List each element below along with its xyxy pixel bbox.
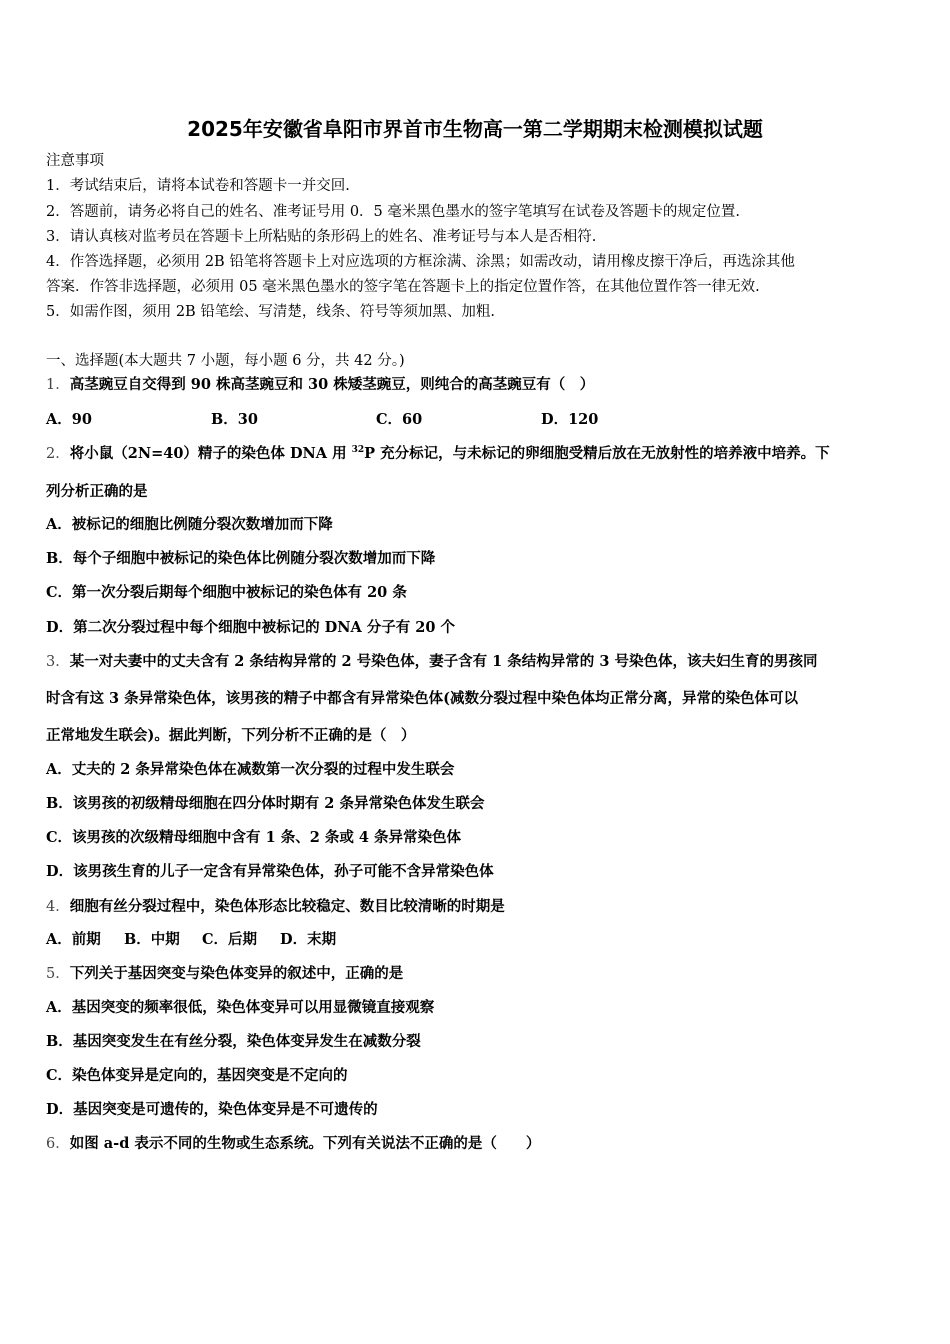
option-b: B．基因突变发生在有丝分裂，染色体变异发生在减数分裂 [46, 1033, 421, 1050]
question-number: 5． [46, 966, 70, 982]
option-c: C．第一次分裂后期每个细胞中被标记的染色体有 20 条 [46, 584, 407, 601]
question-4-options [46, 930, 336, 950]
question-number: 3． [46, 654, 70, 670]
option-a: A．丈夫的 2 条异常染色体在减数第一次分裂的过程中发生联会 [46, 761, 455, 778]
notice-item: 2．答题前，请务必将自己的姓名、准考证号用 0．5 毫米黑色墨水的签字笔填写在试卷及答题卡的规定位置. [46, 204, 740, 220]
question-number: 1． [46, 377, 70, 393]
question-text: 将小鼠（2N=40）精子的染色体 DNA 用 [69, 445, 352, 462]
question-text: 正常地发生联会)。据此判断，下列分析不正确的是（ ） [46, 727, 416, 744]
question-3 [46, 652, 817, 672]
question-text: P 充分标记，与未标记的卵细胞受精后放在无放射性的培养液中培养。下 [364, 445, 830, 462]
question-2 [46, 444, 830, 464]
question-text: 如图 a-d 表示不同的生物或生态系统。下列有关说法不正确的是（ ） [69, 1135, 541, 1152]
option-a: A．前期 [46, 931, 101, 948]
question-text: 时含有这 3 条异常染色体，该男孩的精子中都含有异常染色体(减数分裂过程中染色体均正常分离，异常的染色体可以 [46, 690, 799, 707]
question-text: 某一对夫妻中的丈夫含有 2 条结构异常的 2 号染色体，妻子含有 1 条结构异常的 3 号染色体，该夫妇生育的男孩同 [69, 653, 818, 670]
option-d: D．第二次分裂过程中每个细胞中被标记的 DNA 分子有 20 个 [46, 619, 456, 636]
option-b: B．中期 [124, 931, 180, 948]
notice-item: 1．考试结束后，请将本试卷和答题卡一并交回. [46, 178, 350, 194]
question-number: 4． [46, 899, 70, 915]
notice-item: 4．作答选择题，必须用 2B 铅笔将答题卡上对应选项的方框涂满、涂黑；如需改动，请用橡皮擦干净后，再选涂其他 [46, 254, 795, 270]
section-heading: 一、选择题(本大题共 7 小题，每小题 6 分，共 42 分。) [46, 353, 405, 369]
isotope-superscript: 32 [351, 445, 365, 455]
option-a: A．被标记的细胞比例随分裂次数增加而下降 [46, 516, 333, 533]
question-5 [46, 964, 403, 984]
option-a: A．基因突变的频率很低，染色体变异可以用显微镜直接观察 [46, 999, 435, 1016]
notice-item: 答案．作答非选择题，必须用 05 毫米黑色墨水的签字笔在答题卡上的指定位置作答，在其他位置作答一律无效. [46, 279, 760, 295]
question-text: 下列关于基因突变与染色体变异的叙述中，正确的是 [69, 965, 404, 982]
option-d: D．基因突变是可遗传的，染色体变异是不可遗传的 [46, 1101, 378, 1118]
question-1 [46, 375, 594, 395]
question-4 [46, 897, 505, 917]
question-number: 2． [46, 446, 70, 462]
notice-heading: 注意事项 [46, 153, 104, 169]
option-c: C．染色体变异是定向的，基因突变是不定向的 [46, 1067, 348, 1084]
question-text: 列分析正确的是 [46, 483, 148, 500]
notice-item: 3．请认真核对监考员在答题卡上所粘贴的条形码上的姓名、准考证号与本人是否相符. [46, 229, 597, 245]
question-number: 6． [46, 1136, 70, 1152]
question-6 [46, 1134, 540, 1154]
option-b: B．该男孩的初级精母细胞在四分体时期有 2 条异常染色体发生联会 [46, 795, 485, 812]
question-1-options [46, 410, 598, 430]
option-d: D．末期 [280, 931, 337, 948]
option-c: C．该男孩的次级精母细胞中含有 1 条、2 条或 4 条异常染色体 [46, 829, 462, 846]
question-text: 细胞有丝分裂过程中，染色体形态比较稳定、数目比较清晰的时期是 [69, 898, 505, 915]
notice-item: 5．如需作图，须用 2B 铅笔绘、写清楚，线条、符号等须加黑、加粗. [46, 304, 495, 320]
option-c: C．后期 [202, 931, 258, 948]
option-d: D．该男孩生育的儿子一定含有异常染色体，孙子可能不含异常染色体 [46, 863, 494, 880]
option-d: D．120 [541, 411, 599, 428]
question-text: 高茎豌豆自交得到 90 株高茎豌豆和 30 株矮茎豌豆，则纯合的高茎豌豆有（ ） [69, 376, 595, 393]
page-title: 2025年安徽省阜阳市界首市生物高一第二学期期末检测模拟试题 [187, 117, 763, 141]
option-b: B．30 [211, 411, 258, 428]
option-b: B．每个子细胞中被标记的染色体比例随分裂次数增加而下降 [46, 550, 436, 567]
option-a: A．90 [46, 411, 92, 428]
option-c: C．60 [376, 411, 423, 428]
